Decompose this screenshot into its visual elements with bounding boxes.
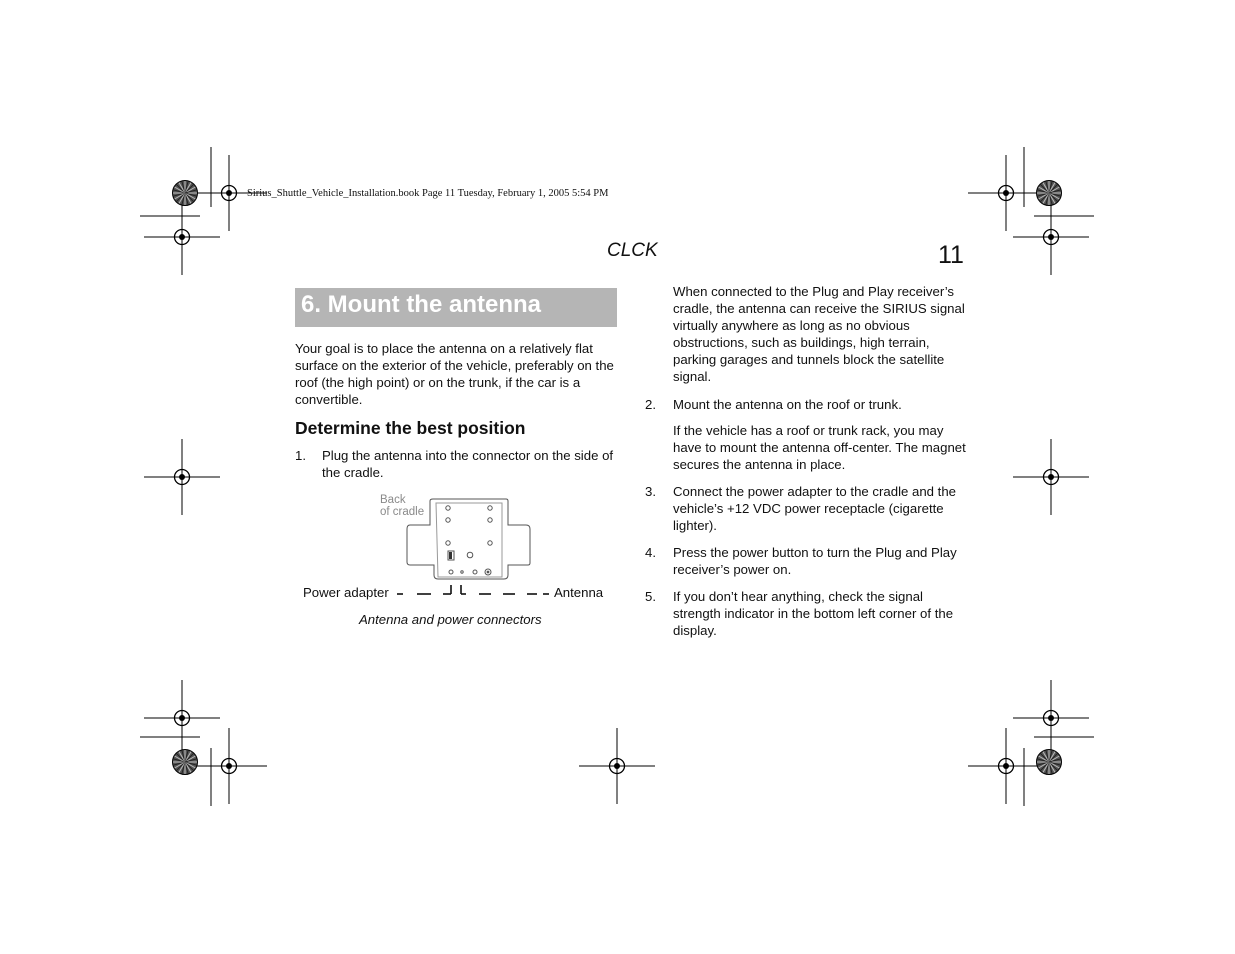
registration-target-dot [614,763,620,769]
step-number: 3. [645,484,656,499]
step-text: If the vehicle has a roof or trunk rack, you may have to mount the antenna off-center. The magnet secures the antenna in place. [673,423,966,472]
registration-target-dot [179,234,185,240]
section-title-bar [295,288,617,327]
header-code: CLCK [607,240,658,261]
registration-target-dot [1048,474,1054,480]
step-text: Connect the power adapter to the cradle and the vehicle’s +12 VDC power receptacle (cigarette lighter). [673,484,956,533]
step-text: When connected to the Plug and Play receiver’s cradle, the antenna can receive the SIRIUS signal virtually anywhere as long as no obvious obstructions, such as buildings, high terrain, parking garages and tunnels block the satellite signal. [673,284,965,384]
registration-target-dot [226,763,232,769]
section-title: 6. Mount the antenna [301,291,541,318]
figure-label-power-adapter: Power adapter [303,585,389,600]
step-number: 2. [645,397,656,412]
step-text: If you don’t hear anything, check the signal strength indicator in the bottom left corner of the display. [673,589,954,638]
step-number: 5. [645,589,656,604]
print-slug: Sirius_Shuttle_Vehicle_Installation.book Page 11 Tuesday, February 1, 2005 5:54 PM [247,188,609,199]
subheading: Determine the best position [295,418,526,438]
registration-target-dot [1048,234,1054,240]
step-number: 1. [295,448,306,463]
figure-leader-lines [395,575,555,601]
registration-target-dot [226,190,232,196]
page-number: 11 [938,241,964,269]
registration-target-dot [179,715,185,721]
figure-label-back-line: of cradle [380,506,425,518]
step-text: Plug the antenna into the connector on the side of the cradle. [322,448,614,480]
cradle-illustration [400,495,540,585]
registration-target-dot [1003,190,1009,196]
registration-target-dot [1048,715,1054,721]
registration-target-dot [179,474,185,480]
registration-target-dot [1003,763,1009,769]
figure-label-back-line: Back [380,494,406,506]
step-number: 4. [645,545,656,560]
step-text: Press the power button to turn the Plug and Play receiver’s power on. [673,545,957,577]
intro-paragraph: Your goal is to place the antenna on a relatively flat surface on the exterior of the vehicle, preferably on the roof (the high point) or on the trunk, if the car is a convertible. [295,341,614,407]
figure-caption: Antenna and power connectors [359,612,542,627]
figure-label-antenna: Antenna [554,585,604,600]
step-text: Mount the antenna on the roof or trunk. [673,397,902,412]
